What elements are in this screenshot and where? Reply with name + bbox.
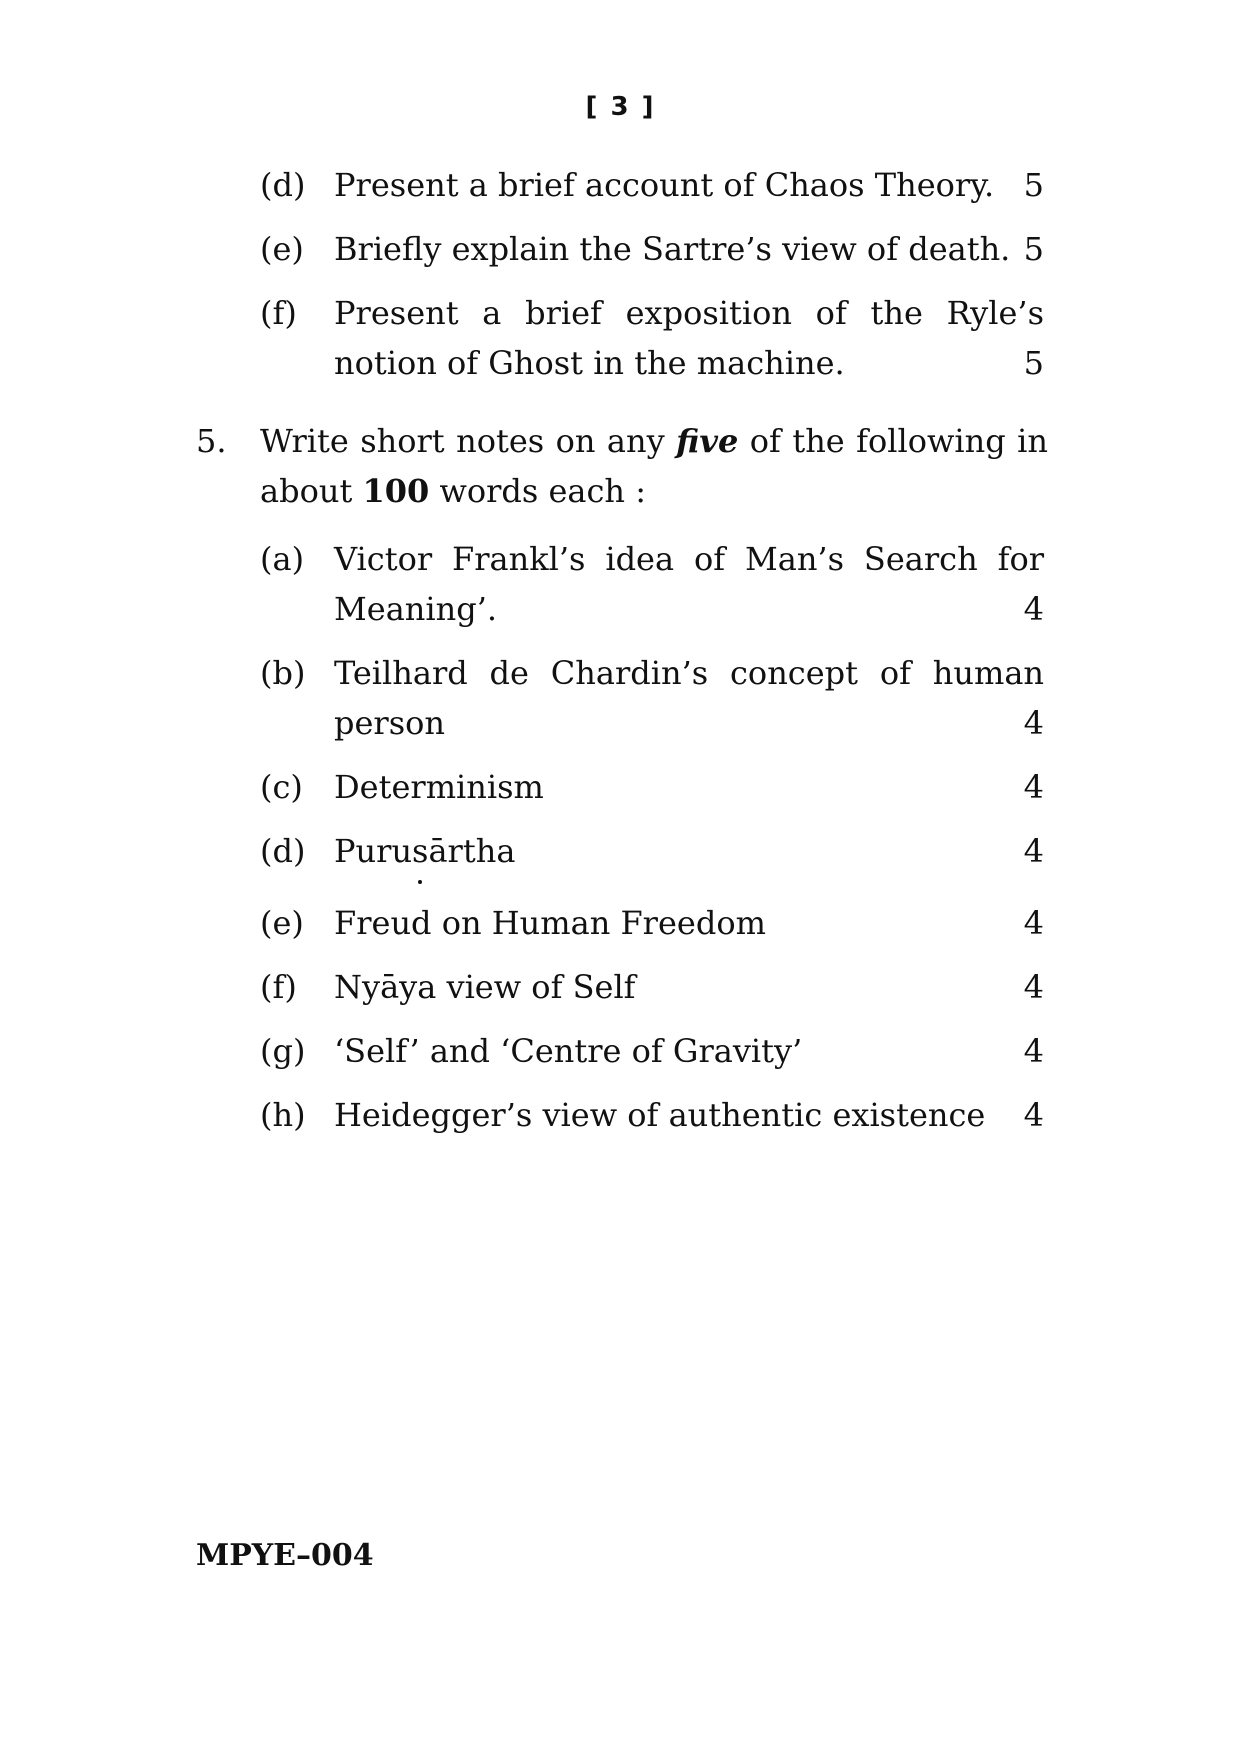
question-item xyxy=(196,962,1048,1012)
item-label: (f) xyxy=(260,968,297,1006)
question-item xyxy=(196,160,1048,210)
item-text: Present a brief exposition of the Ryle’s notion of Ghost in the machine. xyxy=(334,294,1044,382)
item-marks: 5 xyxy=(1023,166,1044,204)
item-text: Briefly explain the Sartre’s view of death. xyxy=(334,230,1011,268)
word-count: 100 xyxy=(362,472,430,510)
item-marks: 5 xyxy=(1023,230,1044,268)
item-marks: 5 xyxy=(1023,344,1044,382)
item-text: Determinism xyxy=(334,768,544,806)
item-label: (c) xyxy=(260,768,303,806)
item-marks: 4 xyxy=(1023,832,1044,870)
item-label: (d) xyxy=(260,832,306,870)
question-item xyxy=(196,898,1048,948)
item-label: (e) xyxy=(260,904,304,942)
item-text: Nyāya view of Self xyxy=(334,968,636,1006)
question-content xyxy=(196,160,1048,1154)
question-item xyxy=(196,826,1048,876)
item-marks: 4 xyxy=(1023,1032,1044,1070)
item-text: Purus ārtha xyxy=(334,832,515,870)
item-text: Present a brief account of Chaos Theory. xyxy=(334,166,995,204)
emphasis-word: five xyxy=(676,422,739,460)
question-item xyxy=(196,224,1048,274)
item-text: ‘Self’ and ‘Centre of Gravity’ xyxy=(334,1032,803,1070)
item-marks: 4 xyxy=(1023,904,1044,942)
question-item xyxy=(196,288,1048,388)
item-marks: 4 xyxy=(1023,590,1044,628)
question-item xyxy=(196,534,1048,634)
question-item xyxy=(196,762,1048,812)
item-label: (e) xyxy=(260,230,304,268)
item-text: Teilhard de Chardin’s concept of human person xyxy=(334,654,1044,742)
item-label: (h) xyxy=(260,1096,306,1134)
item-marks: 4 xyxy=(1023,704,1044,742)
question-item xyxy=(196,1026,1048,1076)
question-item xyxy=(196,1090,1048,1140)
question-5 xyxy=(196,416,1048,516)
item-text: Freud on Human Freedom xyxy=(334,904,766,942)
item-text: Heidegger’s view of authentic existence xyxy=(334,1096,986,1134)
course-code: MPYE–004 xyxy=(196,1538,374,1573)
item-label: (g) xyxy=(260,1032,306,1070)
item-label: (d) xyxy=(260,166,306,204)
page-number: [ 3 ] xyxy=(585,92,656,122)
item-label: (a) xyxy=(260,540,305,578)
item-label: (b) xyxy=(260,654,306,692)
question-prompt: Write short notes on any five of the following in about 100 words each : xyxy=(260,422,1049,510)
item-text: Victor Frankl’s idea of Man’s Search for Meaning’. xyxy=(334,540,1044,628)
question-number: 5. xyxy=(196,422,227,460)
item-marks: 4 xyxy=(1023,1096,1044,1134)
item-marks: 4 xyxy=(1023,968,1044,1006)
item-marks: 4 xyxy=(1023,768,1044,806)
item-label: (f) xyxy=(260,294,297,332)
question-item xyxy=(196,648,1048,748)
